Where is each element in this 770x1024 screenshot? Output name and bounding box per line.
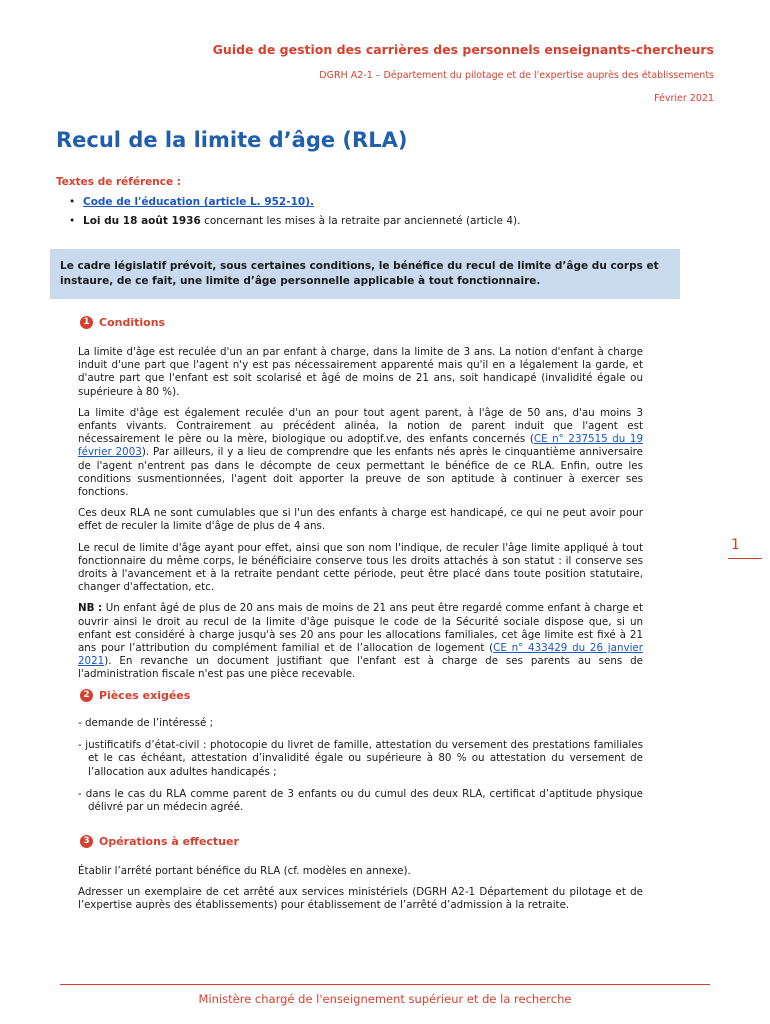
references-list	[56, 196, 716, 227]
number-two-icon: 2	[80, 689, 93, 702]
department-name: DGRH A2-1 – Département du pilotage et de l'expertise auprès des établissements	[319, 70, 714, 81]
paragraph-text: ). Par ailleurs, il y a lieu de comprendre que les enfants nés après le cinquantième anniversaire de l'agent n'entrent pas dans le décompte de ceux permettant le bénéfice de ce RLA. Enfin, outre les conditions susmentionnées, l'agent doit apporter la preuve de son aptitude à continuer à exercer ses fonctions.	[78, 446, 643, 499]
reference-law-name: Loi du 18 août 1936	[83, 215, 201, 227]
paragraph-text: La limite d'âge est également reculée d'un an pour tout agent parent, à l'âge de 50 ans, d'au moins 3 enfants vivants. Contrairement au précédent alinéa, la notion de parent induit que l'agent est nécessairement le père ou la mère, biologique ou adoptif.ve, des enfants concernés (	[78, 406, 643, 446]
section-heading	[80, 316, 643, 329]
ce-237515-link[interactable]: CE n° 237515 du 19 février 2003	[78, 433, 644, 459]
section-title: Conditions	[99, 316, 166, 329]
reference-law-text: concernant les mises à la retraite par ancienneté (article 4).	[200, 215, 521, 227]
document-header	[213, 42, 714, 104]
paragraph: Établir l’arrêté portant bénéfice du RLA (cf. modèles en annexe).	[78, 865, 411, 877]
list-item: - demande de l’intéressé ;	[78, 717, 214, 729]
number-three-icon: 3	[80, 835, 93, 848]
documents-list	[78, 717, 643, 814]
section-title: Pièces exigées	[99, 689, 191, 702]
paragraph: Ces deux RLA ne sont cumulables que si l'un des enfants à charge est handicapé, ce qui ne peut avoir pour effet de reculer la limite d'âge de plus de 4 ans.	[78, 507, 643, 533]
section-conditions	[78, 316, 643, 690]
ce-433429-link[interactable]: CE n° 433429 du 26 janvier 2021	[78, 642, 643, 668]
nb-paragraph	[78, 602, 643, 681]
nb-label: NB :	[78, 602, 103, 615]
reference-item	[71, 196, 716, 208]
paragraph-text: Un enfant âgé de plus de 20 ans mais de moins de 21 ans peut être regardé comme enfant à charge et ouvrir ainsi le droit au recul de la limite d'âge puisque le code de la Sécurité sociale dispose que, si un enfant est considéré à charge jusqu'à ses 20 ans pour les allocations familiales, cet âge limite est fixé à 21 ans pour l’attribution du complément familial et de l’allocation de logement (	[78, 602, 644, 655]
section-required-documents	[78, 689, 643, 823]
page-number: 1	[731, 537, 740, 553]
code-education-link[interactable]: Code de l'éducation (article L. 952-10).	[83, 196, 314, 208]
document-date: Février 2021	[654, 93, 714, 104]
paragraph: La limite d'âge est reculée d'un an par enfant à charge, dans la limite de 3 ans. La notion d'enfant à charge induit d'une part que l'agent n'y est pas nécessairement apparenté mais qu'il en a légalement la garde, et d'autre part que l'enfant est soit scolarisé et âgé de moins de 21 ans, soit handicapé (invalidité égale ou supérieure à 80 %).	[78, 346, 643, 398]
page-title: Recul de la limite d’âge (RLA)	[56, 128, 408, 152]
list-item: - justificatifs d’état-civil : photocopie du livret de famille, attestation du versement des prestations familiales et le cas échéant, attestation d’invalidité égale ou supérieure à 80 % ou attestation du versement de l’allocation aux adultes handicapés ;	[78, 739, 643, 778]
references-block	[56, 176, 716, 234]
references-label: Textes de référence :	[56, 176, 181, 188]
guide-title: Guide de gestion des carrières des personnels enseignants-chercheurs	[212, 42, 714, 57]
section-heading	[80, 835, 643, 848]
footer-text: Ministère chargé de l'enseignement supérieur et de la recherche	[198, 992, 572, 1006]
section-heading	[80, 689, 643, 702]
number-one-icon: 1	[80, 316, 93, 329]
section-title: Opérations à effectuer	[99, 835, 239, 848]
paragraph-text: ). En revanche un document justifiant que l'enfant est à charge de ses parents au sens de l'administration fiscale n'est pas une pièce recevable.	[78, 655, 643, 681]
section-operations	[78, 835, 643, 921]
paragraph	[78, 407, 643, 499]
paragraph: Le recul de limite d'âge ayant pour effet, ainsi que son nom l'indique, de reculer l'âge limite appliqué à tout fonctionnaire du même corps, le bénéficiaire conserve tous les droits attachés à son statut : il conserve ses droits à l'avancement et à la retraite pendant cette période, peut être placé dans toute position statutaire, changer d'affectation, etc.	[78, 541, 643, 594]
reference-item	[71, 215, 716, 227]
paragraph: Adresser un exemplaire de cet arrêté aux services ministériels (DGRH A2-1 Département du pilotage et de l’expertise auprès des établissements) pour établissement de l’arrêté d’admission à la retraite.	[78, 886, 643, 912]
legal-framework-callout: Le cadre législatif prévoit, sous certaines conditions, le bénéfice du recul de limite d’âge du corps et instaure, de ce fait, une limite d’âge personnelle applicable à tout fonctionnaire.	[50, 249, 680, 299]
list-item: - dans le cas du RLA comme parent de 3 enfants ou du cumul des deux RLA, certificat d’aptitude physique délivré par un médecin agréé.	[78, 787, 643, 814]
page-number-rule	[728, 558, 762, 559]
footer-divider	[60, 984, 710, 985]
